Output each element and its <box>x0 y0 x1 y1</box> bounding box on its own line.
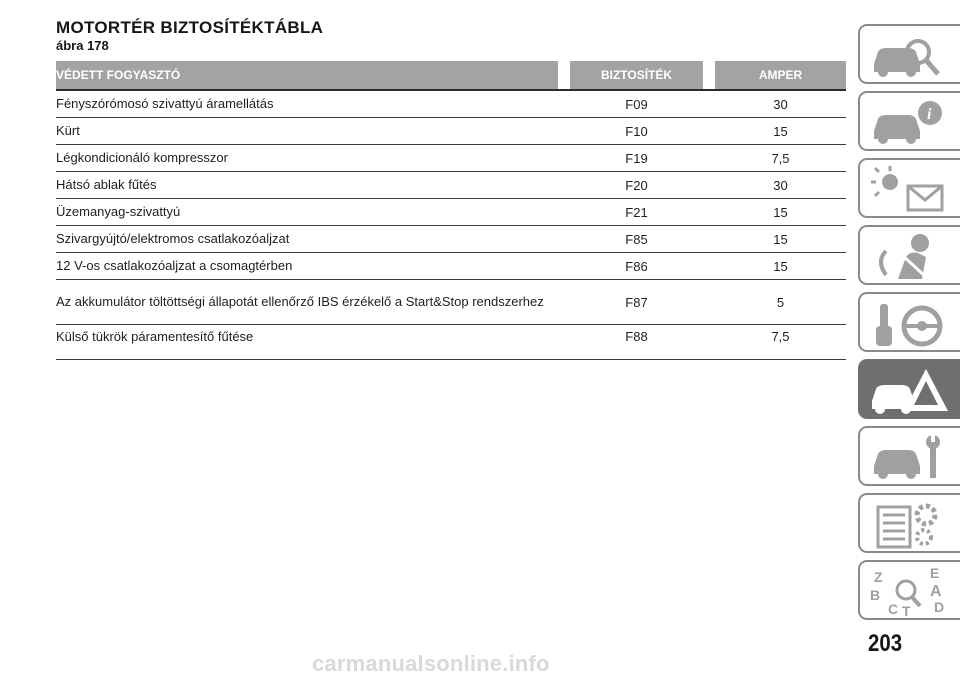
table-row <box>56 226 846 253</box>
alphabet-index-icon <box>868 566 950 618</box>
cell-fuse: F09 <box>625 96 648 112</box>
tab-emergency[interactable] <box>858 359 960 419</box>
watermark: carmanualsonline.info <box>312 651 550 676</box>
table-row <box>56 118 846 145</box>
car-wrench-icon <box>868 432 950 484</box>
car-info-icon <box>868 97 950 149</box>
cell-consumer: Hátsó ablak fűtés <box>56 177 157 192</box>
table-row <box>56 172 846 199</box>
list-gear-icon <box>868 499 950 551</box>
tab-safety[interactable] <box>858 225 960 285</box>
cell-fuse: F86 <box>625 258 648 274</box>
svg-text:E: E <box>930 566 940 581</box>
page-title: MOTORTÉR BIZTOSÍTÉKTÁBLA <box>56 18 324 37</box>
tab-technical-data[interactable] <box>858 493 960 553</box>
svg-text:D: D <box>934 599 945 615</box>
svg-text:Z: Z <box>874 569 883 585</box>
cell-fuse: F20 <box>625 177 648 193</box>
cell-amp: 15 <box>773 258 788 274</box>
tab-maintenance[interactable] <box>858 426 960 486</box>
table-row <box>56 145 846 172</box>
cell-consumer: Légkondicionáló kompresszor <box>56 150 228 165</box>
cell-consumer: Szivargyújtó/elektromos csatlakozóaljzat <box>56 231 290 246</box>
cell-consumer: Külső tükrök páramentesítő fűtése <box>56 329 254 344</box>
header-fuse: BIZTOSÍTÉK <box>570 61 703 89</box>
figure-caption: ábra 178 <box>56 38 109 53</box>
cell-amp: 5 <box>776 294 785 310</box>
cell-consumer: Kürt <box>56 123 80 138</box>
cell-amp: 30 <box>773 96 788 112</box>
tab-starting-driving[interactable] <box>858 292 960 352</box>
svg-text:T: T <box>902 603 911 618</box>
warning-light-mail-icon <box>868 164 950 216</box>
header-consumer: VÉDETT FOGYASZTÓ <box>56 61 558 89</box>
tab-index[interactable] <box>858 560 960 620</box>
header-amp: AMPER <box>715 61 846 89</box>
cell-fuse: F10 <box>625 123 648 139</box>
cell-fuse: F88 <box>625 329 648 344</box>
cell-fuse: F21 <box>625 204 648 220</box>
tab-car-search[interactable] <box>858 24 960 84</box>
cell-amp: 15 <box>773 123 788 139</box>
cell-amp: 15 <box>773 204 788 220</box>
svg-text:i: i <box>927 106 932 123</box>
table-row <box>56 280 846 325</box>
table-row <box>56 199 846 226</box>
cell-fuse: F85 <box>625 231 648 247</box>
tab-car-info[interactable] <box>858 91 960 151</box>
cell-consumer: Fényszórómosó szivattyú áramellátás <box>56 96 274 111</box>
cell-amp: 7,5 <box>771 329 790 344</box>
svg-text:B: B <box>870 587 881 603</box>
svg-text:C: C <box>888 601 899 617</box>
car-warning-triangle-icon <box>868 365 950 417</box>
table-row <box>56 325 846 360</box>
cell-amp: 7,5 <box>771 150 790 166</box>
car-search-icon <box>868 30 950 82</box>
cell-amp: 15 <box>773 231 788 247</box>
table-header <box>56 61 846 91</box>
table-row <box>56 91 846 118</box>
cell-amp: 30 <box>773 177 788 193</box>
airbag-seatbelt-icon <box>868 231 950 283</box>
key-steering-wheel-icon <box>868 298 950 350</box>
page-number: 203 <box>868 630 903 657</box>
fuse-table <box>56 61 846 360</box>
tab-warning-lights[interactable] <box>858 158 960 218</box>
table-row <box>56 253 846 280</box>
cell-fuse: F87 <box>625 294 648 310</box>
cell-consumer: Az akkumulátor töltöttségi állapotát ellenőrző IBS érzékelő a Start&Stop rendszerhez <box>56 294 544 309</box>
cell-fuse: F19 <box>625 150 648 166</box>
cell-consumer: 12 V-os csatlakozóaljzat a csomagtérben <box>56 258 293 273</box>
cell-consumer: Üzemanyag-szivattyú <box>56 204 181 219</box>
svg-text:A: A <box>930 583 942 600</box>
